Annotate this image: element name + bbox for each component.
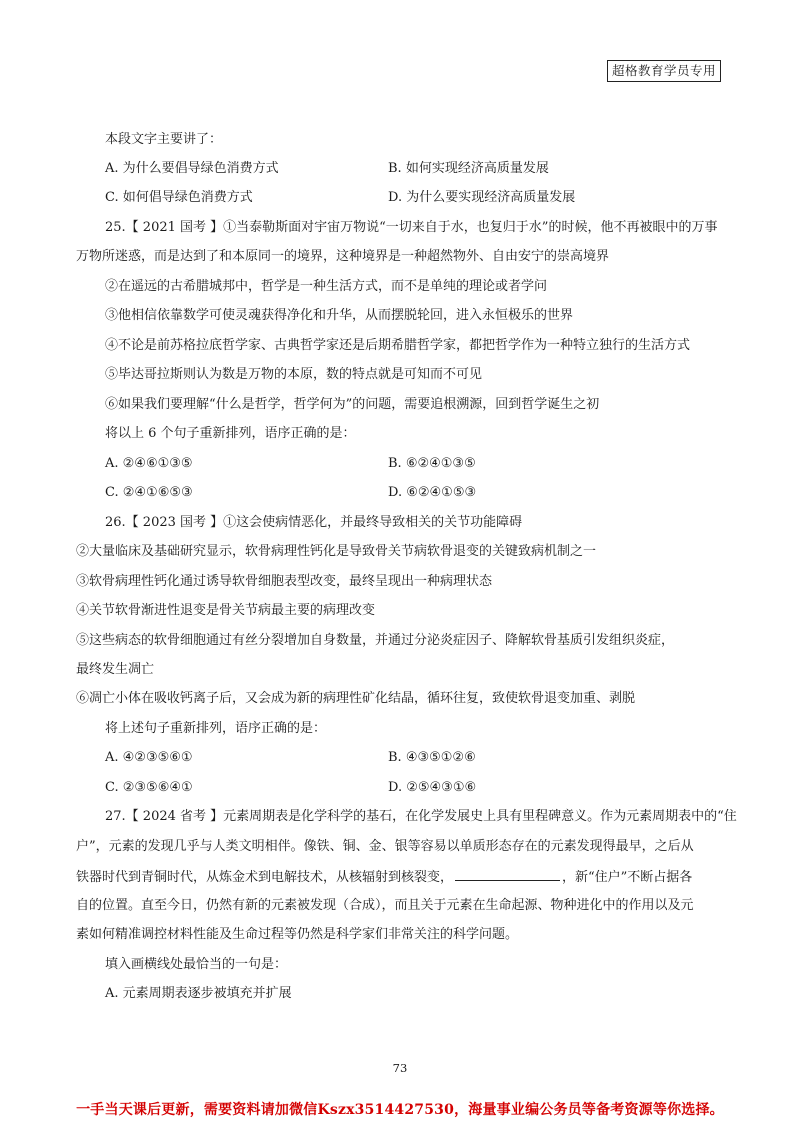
q25-sentence-2: ②在遥远的古希腊城邦中，哲学是一种生活方式，而不是单纯的理论或者学问 xyxy=(105,279,548,294)
q26-option-d: D. ②⑤④③①⑥ xyxy=(388,780,477,795)
q26-option-a: A. ④②③⑤⑥① xyxy=(105,750,193,765)
footer-notice: 一手当天课后更新，需要资料请加微信Kszx3514427530，海量事业编公务员等备考资源等你选择。 xyxy=(76,1102,724,1118)
q27-stem-line2: 户”，元素的发现几乎与人类文明相伴。像铁、铜、金、银等容易以单质形态存在的元素发现得最早，之后从 xyxy=(76,839,694,854)
q25-sentence-3: ③他相信依靠数学可使灵魂获得净化和升华，从而摆脱轮回，进入永恒极乐的世界 xyxy=(105,308,574,323)
intro-option-b: B. 如何实现经济高质量发展 xyxy=(388,161,549,176)
q26-stem-line1: 26.【 2023 国考 】①这会使病情恶化，并最终导致相关的关节功能障碍 xyxy=(105,515,523,530)
q27-stem-line3-after-blank: ，新“住户”不断占据各 xyxy=(562,870,693,885)
q25-option-c: C. ②④①⑥⑤③ xyxy=(105,485,193,500)
q26-sentence-5-line2: 最终发生凋亡 xyxy=(76,662,155,677)
intro-question: 本段文字主要讲了： xyxy=(105,132,223,147)
q27-stem-line3-before-blank: 铁器时代到青铜时代，从炼金术到电解技术，从核辐射到核裂变， xyxy=(76,870,454,885)
fill-in-blank xyxy=(455,867,560,881)
q26-option-b: B. ④③⑤①②⑥ xyxy=(388,750,476,765)
q27-option-a: A. 元素周期表逐步被填充并扩展 xyxy=(105,986,292,1001)
q25-stem-line1: 25.【 2021 国考 】①当泰勒斯面对宇宙万物说“一切来自于水，也复归于水”的时候，他不再被眼中的万事 xyxy=(105,220,718,235)
q26-sentence-3: ③软骨病理性钙化通过诱导软骨细胞表型改变，最终呈现出一种病理状态 xyxy=(76,574,493,589)
q27-stem-line3 xyxy=(76,867,692,887)
q26-sentence-6: ⑥凋亡小体在吸收钙离子后，又会成为新的病理性矿化结晶，循环往复，致使软骨退变加重、剥脱 xyxy=(76,691,636,706)
intro-option-d: D. 为什么要实现经济高质量发展 xyxy=(388,190,576,205)
q25-prompt: 将以上 6 个句子重新排列，语序正确的是： xyxy=(105,426,356,441)
q26-option-c: C. ②③⑤⑥④① xyxy=(105,780,193,795)
q25-stem-line2: 万物所迷惑，而是达到了和本原同一的境界，这种境界是一种超然物外、自由安宁的崇高境界 xyxy=(76,249,610,264)
q27-stem-line4: 自的位置。直至今日，仍然有新的元素被发现（合成），而且关于元素在生命起源、物种进化中的作用以及元 xyxy=(76,898,694,913)
q27-prompt: 填入画横线处最恰当的一句是： xyxy=(105,957,288,972)
q25-sentence-6: ⑥如果我们要理解“什么是哲学，哲学何为”的问题，需要追根溯源，回到哲学诞生之初 xyxy=(105,397,600,412)
q25-option-a: A. ②④⑥①③⑤ xyxy=(105,456,193,471)
q25-option-d: D. ⑥②④①⑤③ xyxy=(388,485,477,500)
q27-stem-line1: 27.【 2024 省考 】元素周期表是化学科学的基石，在化学发展史上具有里程碑意义。作为元素周期表中的“住 xyxy=(105,809,737,824)
q25-sentence-4: ④不论是前苏格拉底哲学家、古典哲学家还是后期希腊哲学家，都把哲学作为一种特立独行的生活方式 xyxy=(105,338,691,353)
intro-option-a: A. 为什么要倡导绿色消费方式 xyxy=(105,161,279,176)
q26-sentence-4: ④关节软骨渐进性退变是骨关节病最主要的病理改变 xyxy=(76,603,376,618)
q25-option-b: B. ⑥②④①③⑤ xyxy=(388,456,476,471)
q26-sentence-2: ②大量临床及基础研究显示，软骨病理性钙化是导致骨关节病软骨退变的关键致病机制之一 xyxy=(76,544,597,559)
q27-stem-line5: 素如何精准调控材料性能及生命过程等仍然是科学家们非常关注的科学问题。 xyxy=(76,927,519,942)
q25-sentence-5: ⑤毕达哥拉斯则认为数是万物的本原，数的特点就是可知而不可见 xyxy=(105,367,483,382)
q26-prompt: 将上述句子重新排列，语序正确的是： xyxy=(105,721,327,736)
page-number: 73 xyxy=(392,1061,408,1075)
header-stamp: 超格教育学员专用 xyxy=(607,60,721,82)
intro-option-c: C. 如何倡导绿色消费方式 xyxy=(105,190,253,205)
q26-sentence-5-line1: ⑤这些病态的软骨细胞通过有丝分裂增加自身数量，并通过分泌炎症因子、降解软骨基质引发组织炎症， xyxy=(76,633,675,648)
